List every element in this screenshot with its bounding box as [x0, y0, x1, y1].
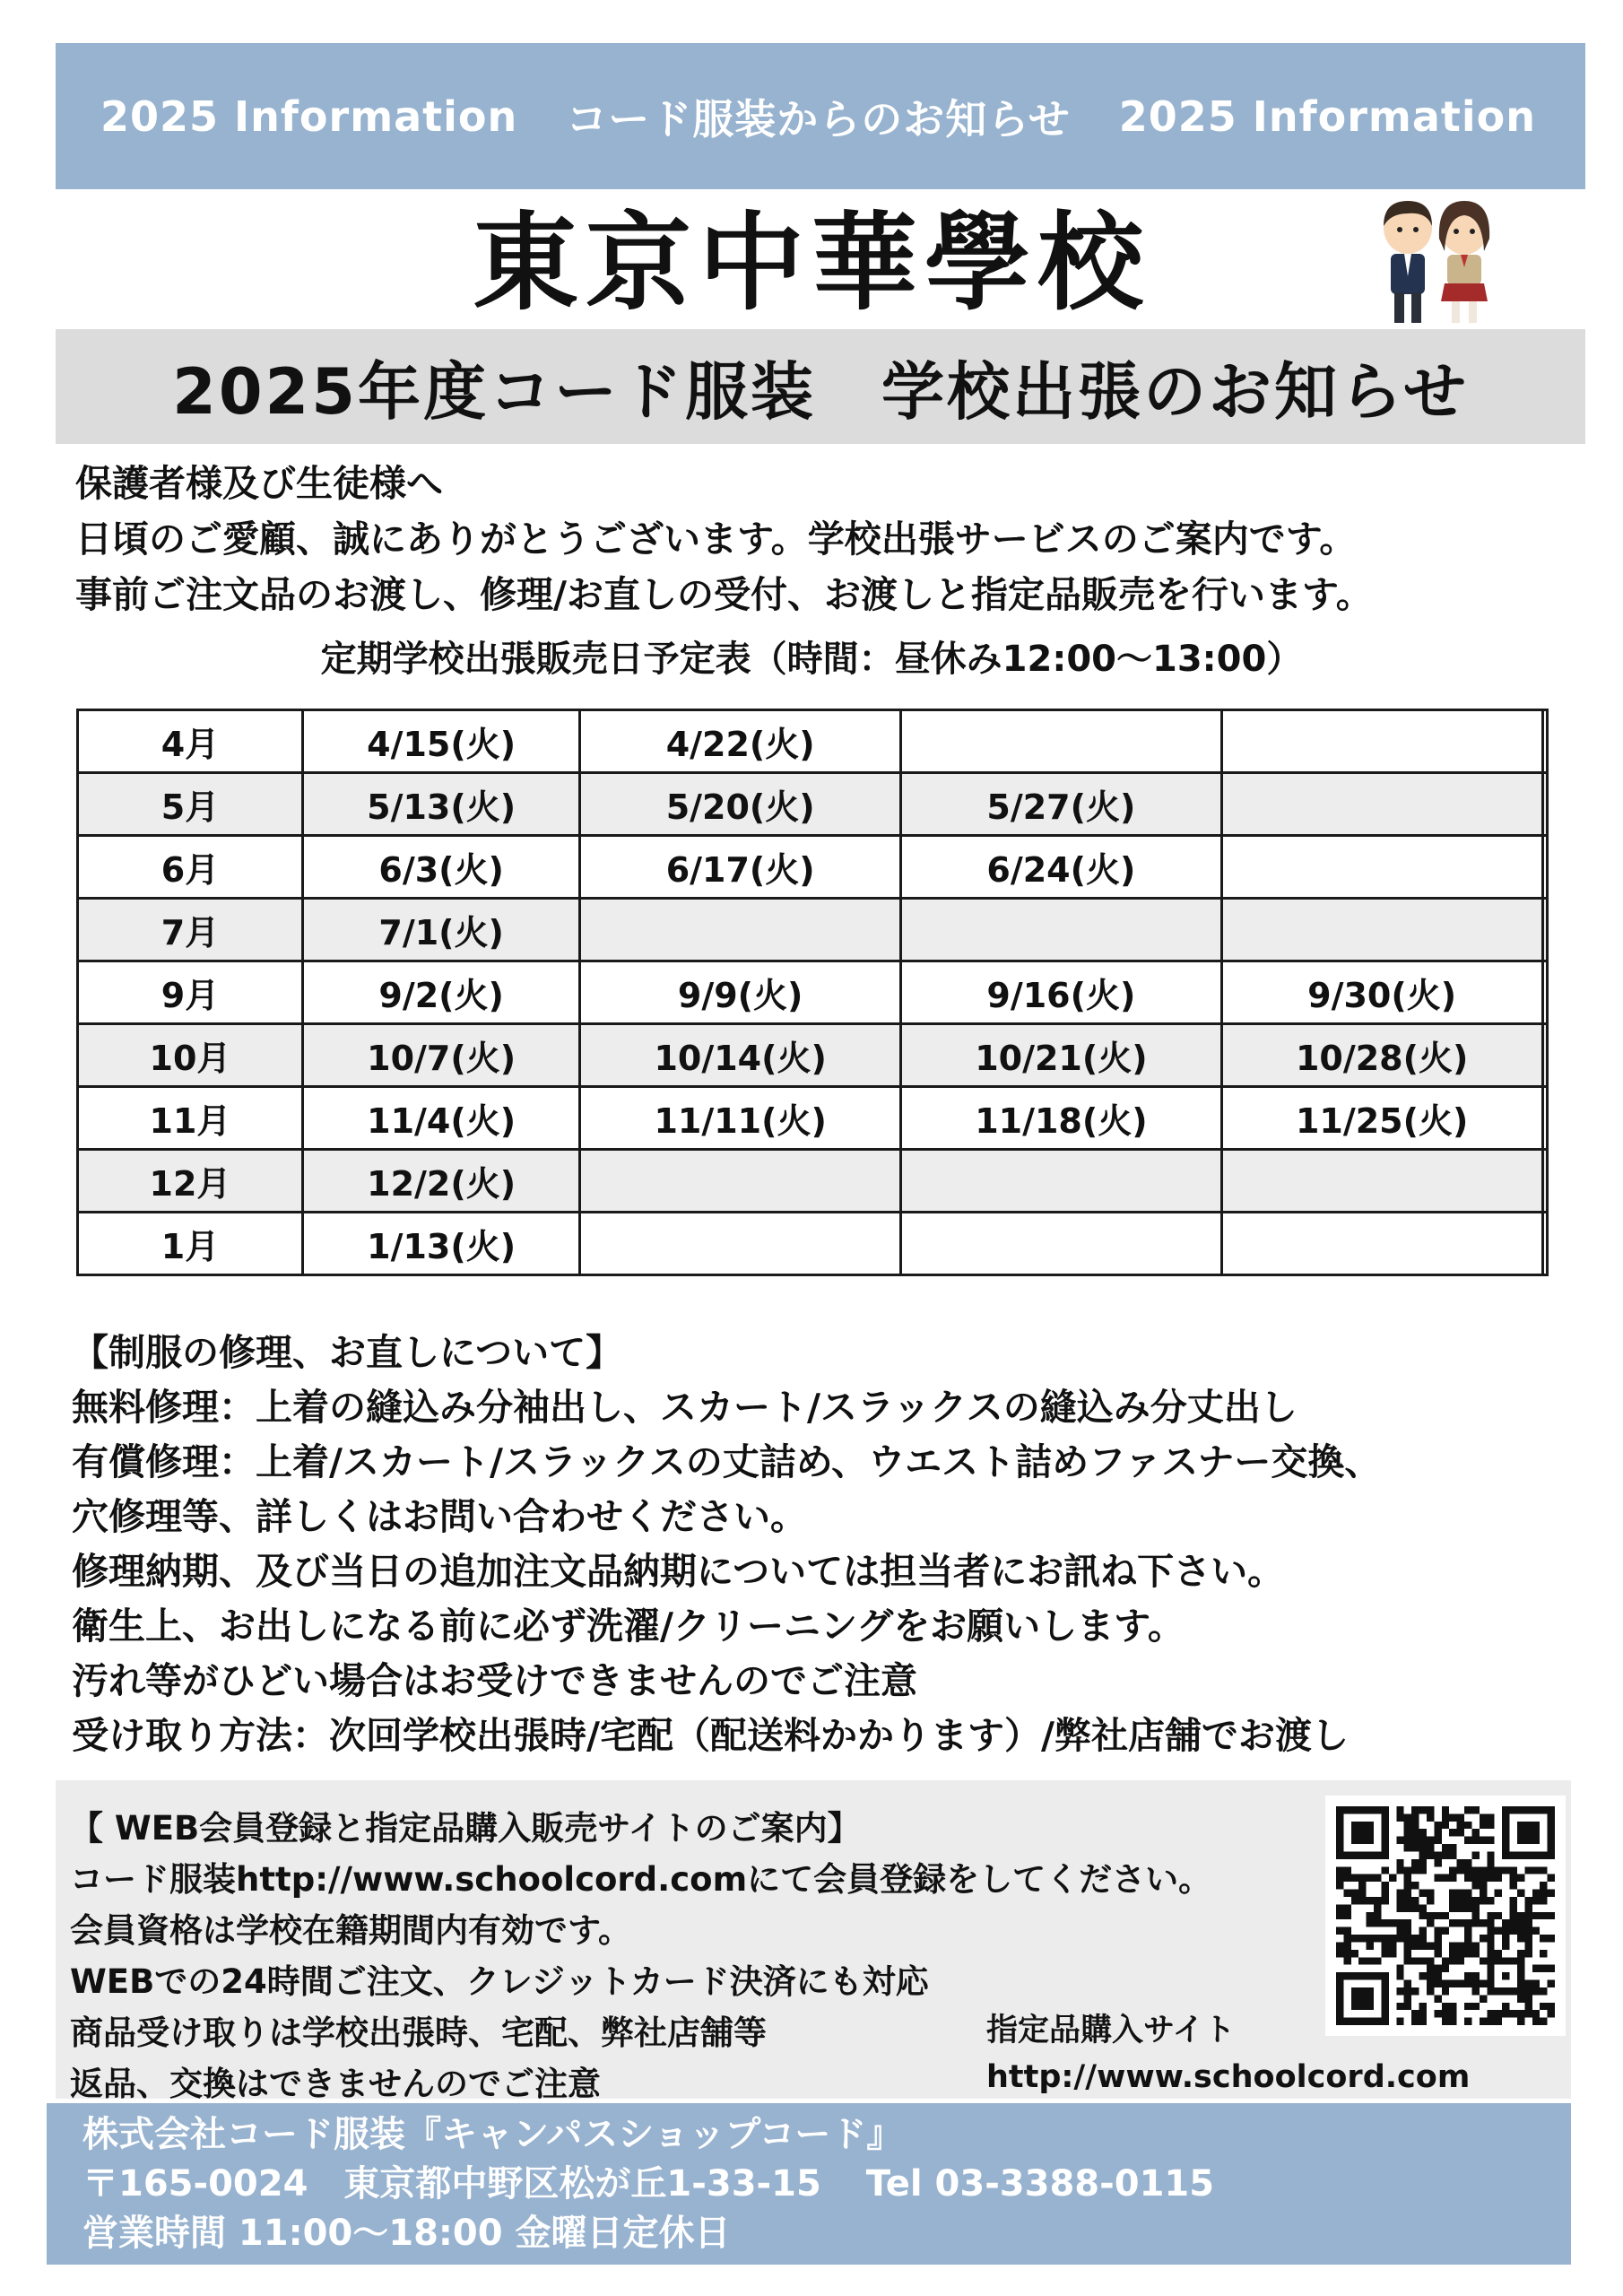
month-cell: 1月	[78, 1213, 303, 1275]
web-delivery-line: 商品受け取りは学校出張時、宅配、弊社店舗等	[70, 2013, 767, 2052]
date-cell	[1542, 1213, 1548, 1275]
subtitle-band	[56, 329, 1585, 444]
date-cell: 9/16(火)	[901, 961, 1222, 1024]
date-cell	[1221, 1150, 1542, 1213]
table-row	[78, 773, 1548, 836]
repair-deadline: 修理納期、及び当日の追加注文品納期については担当者にお訊ね下さい。	[72, 1550, 1285, 1593]
company-tel: Tel 03-3388-0115	[865, 2163, 1215, 2205]
date-cell: 5/13(火)	[303, 773, 580, 836]
date-cell	[1221, 773, 1542, 836]
date-cell	[1542, 1087, 1548, 1150]
month-cell: 6月	[78, 836, 303, 899]
date-cell	[1221, 899, 1542, 961]
date-cell: 1/13(火)	[303, 1213, 580, 1275]
date-cell	[901, 899, 1222, 961]
repair-hygiene: 衛生上、お出しになる前に必ず洗濯/クリーニングをお願いします。	[72, 1605, 1185, 1648]
student-illustration-icon	[1367, 196, 1502, 330]
repair-paid: 有償修理：上着/スカート/スラックスの丈詰め、ウエスト詰めファスナー交換、	[72, 1440, 1382, 1483]
date-cell: 11/11(火)	[580, 1087, 901, 1150]
date-cell: 5/20(火)	[580, 773, 901, 836]
qr-code-icon[interactable]	[1325, 1796, 1566, 2036]
date-cell	[1221, 836, 1542, 899]
date-cell	[1542, 899, 1548, 961]
date-cell: 10/14(火)	[580, 1024, 901, 1087]
date-cell	[1221, 710, 1542, 773]
web-heading: 【 WEB会員登録と指定品購入販売サイトのご案内】	[70, 1809, 861, 1848]
site-url-link[interactable]: http://www.schoolcord.com	[986, 2059, 1471, 2095]
month-cell: 10月	[78, 1024, 303, 1087]
web-returns-line: 返品、交換はできませんのでご注意	[70, 2065, 601, 2103]
date-cell	[901, 1213, 1222, 1275]
date-cell: 6/3(火)	[303, 836, 580, 899]
web-register-line: コード服装http://www.schoolcord.comにて会員登録をしてください。	[70, 1860, 1212, 1899]
web-order-line: WEBでの24時間ご注文、クレジットカード決済にも対応	[70, 1962, 929, 2001]
header-left-text: 2025 Information	[100, 91, 518, 141]
date-cell: 9/9(火)	[580, 961, 901, 1024]
date-cell	[1542, 710, 1548, 773]
month-cell: 7月	[78, 899, 303, 961]
table-row	[78, 961, 1548, 1024]
date-cell	[580, 1213, 901, 1275]
site-label: 指定品購入サイト	[986, 2013, 1236, 2048]
date-cell: 11/4(火)	[303, 1087, 580, 1150]
date-cell: 10/28(火)	[1221, 1024, 1542, 1087]
schedule-caption: 定期学校出張販売日予定表（時間：昼休み12:00～13:00）	[320, 639, 1303, 680]
repair-paid-cont: 穴修理等、詳しくはお問い合わせください。	[72, 1495, 807, 1538]
notice-subtitle: 2025年度コード服装 学校出張のお知らせ	[172, 354, 1469, 429]
month-cell: 11月	[78, 1087, 303, 1150]
date-cell: 9/2(火)	[303, 961, 580, 1024]
intro-text	[75, 456, 1373, 622]
header-band	[56, 43, 1585, 189]
date-cell: 10/7(火)	[303, 1024, 580, 1087]
date-cell	[1542, 961, 1548, 1024]
footer-band	[47, 2103, 1571, 2265]
intro-greeting: 保護者様及び生徒様へ	[75, 462, 443, 505]
date-cell: 4/22(火)	[580, 710, 901, 773]
web-membership-line: 会員資格は学校在籍期間内有効です。	[70, 1911, 632, 1950]
date-cell: 11/25(火)	[1221, 1087, 1542, 1150]
date-cell	[1221, 1213, 1542, 1275]
date-cell	[901, 710, 1222, 773]
date-cell	[580, 899, 901, 961]
company-name: 株式会社コード服装『キャンパスショップコード』	[82, 2114, 903, 2155]
qr-code-pattern	[1336, 1806, 1555, 2025]
date-cell	[901, 1150, 1222, 1213]
date-cell: 4/15(火)	[303, 710, 580, 773]
intro-thanks: 日頃のご愛顧、誠にありがとうございます。学校出張サービスのご案内です。	[75, 517, 1357, 561]
date-cell: 6/24(火)	[901, 836, 1222, 899]
table-row	[78, 1087, 1548, 1150]
company-address: 〒165-0024 東京都中野区松が丘1-33-15	[82, 2163, 821, 2205]
date-cell: 7/1(火)	[303, 899, 580, 961]
intro-services: 事前ご注文品のお渡し、修理/お直しの受付、お渡しと指定品販売を行います。	[75, 573, 1373, 616]
date-cell: 10/21(火)	[901, 1024, 1222, 1087]
header-right-text: 2025 Information	[1118, 91, 1536, 141]
table-row	[78, 1024, 1548, 1087]
month-cell: 9月	[78, 961, 303, 1024]
date-cell: 9/30(火)	[1221, 961, 1542, 1024]
repair-free: 無料修理：上着の縫込み分袖出し、スカート/スラックスの縫込み分丈出し	[72, 1386, 1298, 1429]
month-cell: 4月	[78, 710, 303, 773]
date-cell	[1542, 1024, 1548, 1087]
repair-heading: 【制服の修理、お直しについて】	[72, 1331, 623, 1374]
month-cell: 12月	[78, 1150, 303, 1213]
business-hours: 営業時間 11:00～18:00 金曜日定休日	[82, 2213, 731, 2254]
table-row	[78, 899, 1548, 961]
date-cell: 5/27(火)	[901, 773, 1222, 836]
date-cell: 11/18(火)	[901, 1087, 1222, 1150]
table-row	[78, 1213, 1548, 1275]
schedule-table	[76, 709, 1549, 1276]
date-cell	[1542, 1150, 1548, 1213]
date-cell: 6/17(火)	[580, 836, 901, 899]
table-row	[78, 1150, 1548, 1213]
repair-pickup: 受け取り方法：次回学校出張時/宅配（配送料かかります）/弊社店舗でお渡し	[72, 1714, 1349, 1757]
date-cell	[1542, 836, 1548, 899]
repair-section	[72, 1326, 1381, 1763]
school-name: 東京中華學校	[472, 200, 1150, 325]
table-row	[78, 836, 1548, 899]
table-row	[78, 710, 1548, 773]
month-cell: 5月	[78, 773, 303, 836]
site-info	[986, 2007, 1470, 2100]
date-cell	[580, 1150, 901, 1213]
date-cell: 12/2(火)	[303, 1150, 580, 1213]
date-cell	[1542, 773, 1548, 836]
repair-dirty-note: 汚れ等がひどい場合はお受けできませんのでご注意	[72, 1659, 917, 1702]
header-center-text: コード服装からのお知らせ	[566, 94, 1071, 144]
